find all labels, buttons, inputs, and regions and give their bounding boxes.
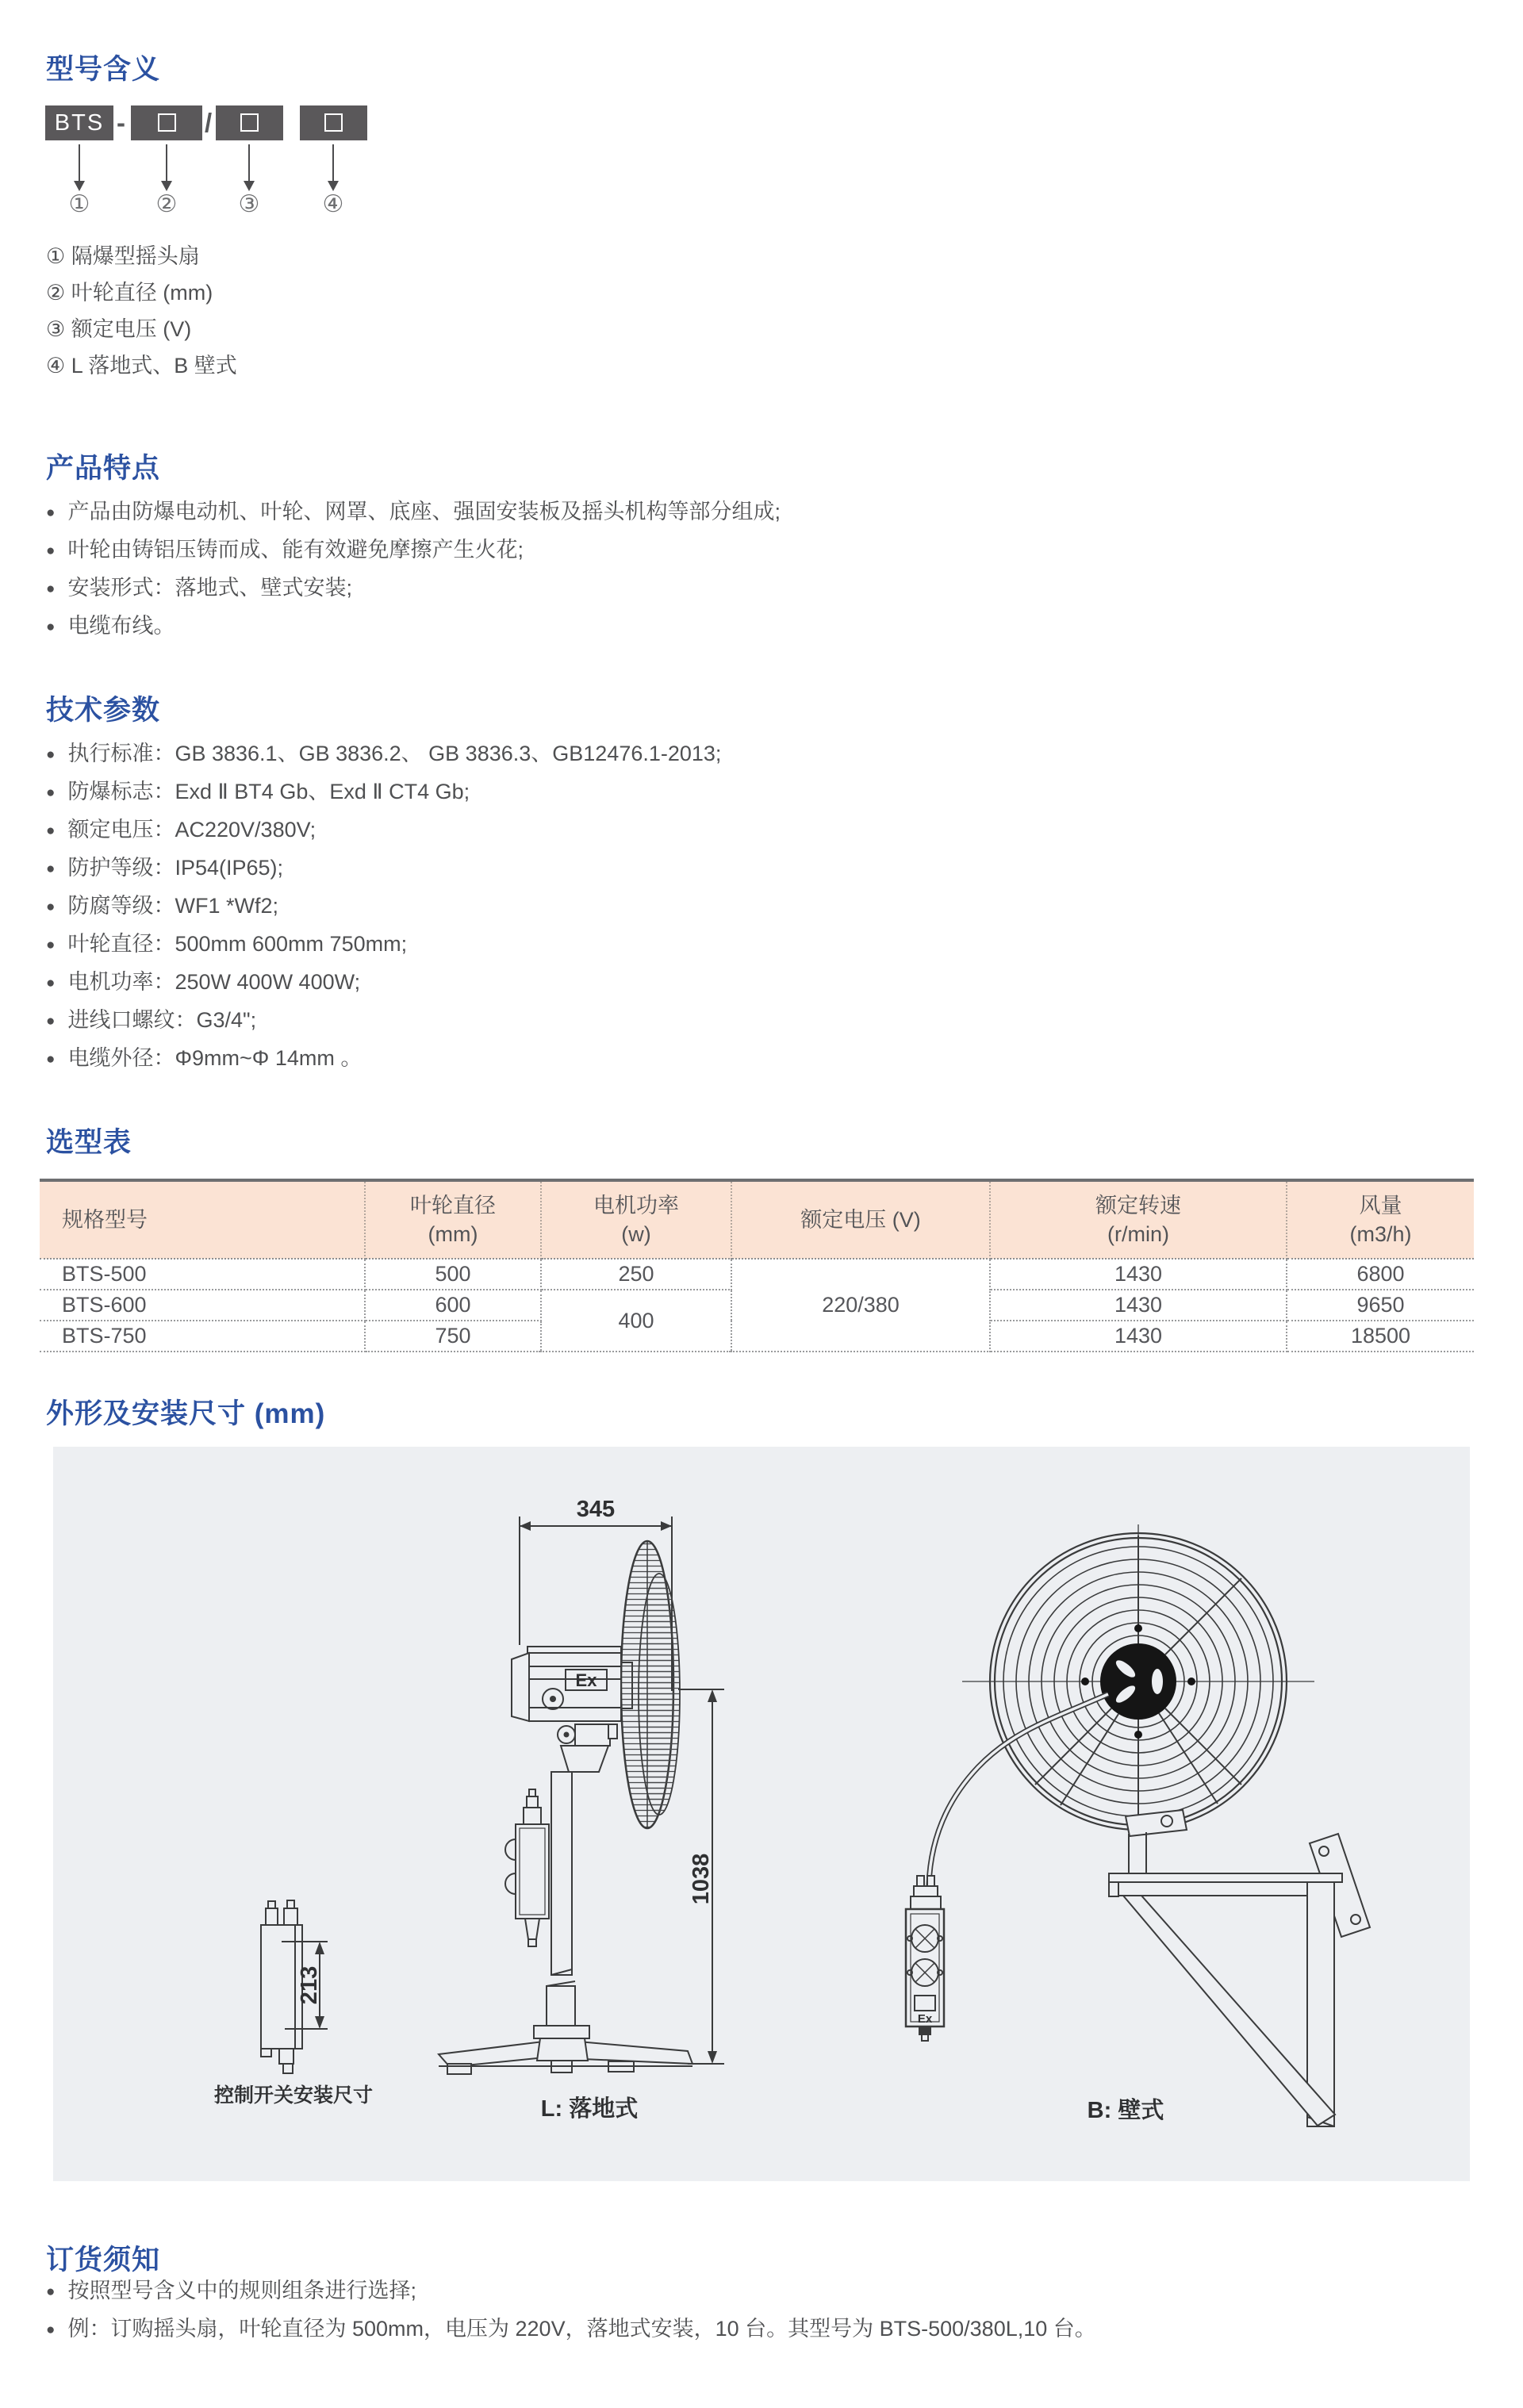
table-row — [40, 1259, 1474, 1290]
bullet-icon — [46, 576, 67, 600]
bullet-icon — [46, 780, 67, 803]
spec-text: 进线口螺纹：G3/4"; — [67, 1008, 257, 1032]
section-title-dimensions: 外形及安装尺寸 (mm) — [46, 1398, 326, 1429]
spec-text: 防腐等级：WF1 *Wf2; — [67, 894, 278, 918]
ordering-text: 例：订购摇头扇，叶轮直径为 500mm，电压为 220V，落地式安装，10 台。其型号为 BTS-500/380L,10 台。 — [67, 2317, 1096, 2341]
col-header-voltage: 额定电压 (V) — [731, 1180, 990, 1259]
cell-speed: 1430 — [990, 1259, 1287, 1290]
selection-table — [40, 1179, 1474, 1352]
bullet-icon — [46, 614, 67, 638]
list-item — [46, 849, 721, 888]
list-item — [46, 888, 721, 926]
cell-power: 250 — [541, 1259, 731, 1290]
model-item-text: L 落地式、B 壁式 — [71, 354, 237, 378]
section-title-features: 产品特点 — [46, 453, 161, 484]
specs-list — [46, 735, 721, 1078]
list-item — [46, 608, 781, 646]
bullet-icon — [46, 742, 67, 765]
circled-number-1: ① — [46, 244, 66, 268]
list-item — [46, 347, 237, 384]
model-field-box-2 — [131, 105, 202, 140]
wall-type-label: B: 壁式 — [1087, 2098, 1164, 2123]
model-field-box-4 — [300, 105, 367, 140]
model-meaning-list — [46, 238, 237, 384]
spec-text: 电缆外径：Φ9mm~Φ 14mm 。 — [67, 1046, 363, 1070]
ordering-text: 按照型号含义中的规则组条进行选择; — [67, 2279, 416, 2303]
fan-width-dim-label: 345 — [576, 1497, 616, 1522]
cell-voltage: 220/380 — [731, 1259, 990, 1352]
model-item-text: 叶轮直径 (mm) — [71, 281, 213, 305]
wall-fan-drawing — [906, 1524, 1370, 2126]
cell-model: BTS-500 — [40, 1259, 365, 1290]
down-arrow-icon — [332, 144, 334, 181]
list-item — [46, 238, 237, 274]
col-header-power: 电机功率 (w) — [541, 1180, 731, 1259]
list-item — [46, 2272, 1096, 2310]
bullet-icon — [46, 970, 67, 994]
bullet-icon — [46, 932, 67, 956]
list-item — [46, 531, 781, 569]
feature-text: 电缆布线。 — [67, 614, 175, 638]
feature-text: 叶轮由铸铝压铸而成、能有效避免摩擦产生火花; — [67, 538, 524, 562]
bullet-icon — [46, 500, 67, 523]
circled-number-4: ④ — [46, 354, 66, 378]
list-item — [46, 569, 781, 608]
circled-number-1: ① — [68, 191, 90, 217]
cell-diameter: 600 — [365, 1290, 541, 1321]
floor-type-label: L: 落地式 — [540, 2096, 639, 2122]
model-separator-dash: - — [117, 108, 125, 137]
cell-airflow: 18500 — [1287, 1321, 1474, 1352]
bullet-icon — [46, 2279, 67, 2303]
cell-diameter: 500 — [365, 1259, 541, 1290]
bullet-icon — [46, 818, 67, 842]
floor-fan-drawing — [439, 1517, 724, 2074]
model-separator-slash: / — [205, 108, 213, 137]
col-header-speed: 额定转速 (r/min) — [990, 1180, 1287, 1259]
circled-number-2: ② — [46, 281, 66, 305]
list-item — [46, 773, 721, 811]
list-item — [46, 493, 781, 531]
placeholder-square-icon — [240, 113, 259, 132]
feature-text: 产品由防爆电动机、叶轮、网罩、底座、强固安装板及摇头机构等部分组成; — [67, 500, 781, 523]
ordering-list — [46, 2272, 1096, 2349]
model-code-diagram — [0, 0, 1523, 238]
col-header-model: 规格型号 — [40, 1180, 365, 1259]
motor-ex-mark: Ex — [575, 1670, 597, 1690]
cell-model: BTS-600 — [40, 1290, 365, 1321]
list-item — [46, 735, 721, 773]
bullet-icon — [46, 2317, 67, 2341]
cell-power: 400 — [541, 1290, 731, 1352]
section-title-ordering: 订货须知 — [46, 2245, 161, 2276]
placeholder-square-icon — [324, 113, 343, 132]
circled-number-3: ③ — [238, 191, 260, 217]
col-header-diameter: 叶轮直径 (mm) — [365, 1180, 541, 1259]
circled-number-2: ② — [155, 191, 178, 217]
cell-airflow: 9650 — [1287, 1290, 1474, 1321]
model-item-text: 额定电压 (V) — [71, 317, 192, 341]
dimension-drawing — [53, 1447, 1470, 2181]
list-item — [46, 2310, 1096, 2349]
section-title-model-meaning: 型号含义 — [46, 54, 161, 85]
cell-model: BTS-750 — [40, 1321, 365, 1352]
bullet-icon — [46, 1046, 67, 1070]
cell-airflow: 6800 — [1287, 1259, 1474, 1290]
section-title-specs: 技术参数 — [46, 695, 161, 726]
spec-text: 防护等级：IP54(IP65); — [67, 856, 284, 880]
placeholder-square-icon — [158, 113, 176, 132]
bullet-icon — [46, 1008, 67, 1032]
model-item-text: 隔爆型摇头扇 — [71, 244, 200, 268]
bullet-icon — [46, 894, 67, 918]
down-arrow-icon — [166, 144, 167, 181]
model-prefix: BTS — [54, 110, 105, 136]
list-item — [46, 311, 237, 347]
dimension-drawing-panel — [53, 1447, 1470, 2181]
cell-diameter: 750 — [365, 1321, 541, 1352]
list-item — [46, 1002, 721, 1040]
circled-number-3: ③ — [46, 317, 66, 341]
spec-text: 额定电压：AC220V/380V; — [67, 818, 316, 842]
feature-text: 安装形式：落地式、壁式安装; — [67, 576, 352, 600]
spec-text: 叶轮直径：500mm 600mm 750mm; — [67, 932, 408, 956]
switch-height-dim-label: 213 — [297, 1965, 322, 2005]
spec-text: 防爆标志：Exd Ⅱ BT4 Gb、Exd Ⅱ CT4 Gb; — [67, 780, 470, 803]
model-prefix-box — [45, 105, 113, 140]
spec-text: 执行标准：GB 3836.1、GB 3836.2、 GB 3836.3、GB12476.1-2013; — [67, 742, 722, 765]
circled-number-4: ④ — [322, 191, 344, 217]
fan-height-dim-label: 1038 — [689, 1853, 714, 1905]
col-header-airflow: 风量 (m3/h) — [1287, 1180, 1474, 1259]
cell-speed: 1430 — [990, 1290, 1287, 1321]
bullet-icon — [46, 856, 67, 880]
bullet-icon — [46, 538, 67, 562]
model-field-box-3 — [216, 105, 283, 140]
spec-text: 电机功率：250W 400W 400W; — [67, 970, 361, 994]
switch-box-ex-mark: Ex — [917, 2012, 933, 2026]
features-list — [46, 493, 781, 646]
list-item — [46, 926, 721, 964]
list-item — [46, 274, 237, 311]
down-arrow-icon — [248, 144, 250, 181]
section-title-selection: 选型表 — [46, 1127, 132, 1158]
down-arrow-icon — [79, 144, 80, 181]
list-item — [46, 811, 721, 849]
table-header-row — [40, 1180, 1474, 1259]
cell-speed: 1430 — [990, 1321, 1287, 1352]
switch-caption: 控制开关安装尺寸 — [213, 2084, 374, 2107]
list-item — [46, 964, 721, 1002]
list-item — [46, 1040, 721, 1078]
